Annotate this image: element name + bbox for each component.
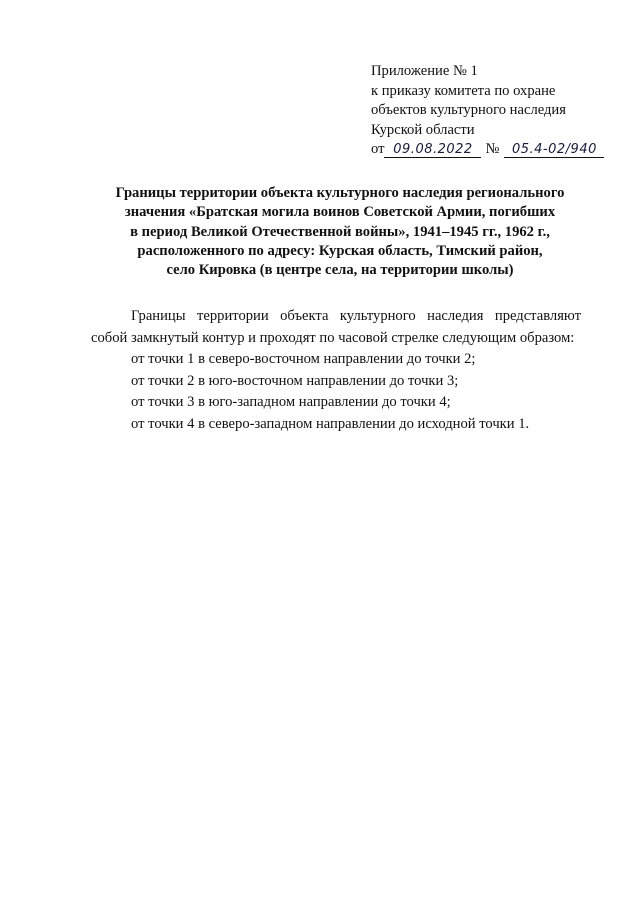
number-label: № [485, 141, 500, 157]
document-body [91, 306, 581, 435]
title-line: значения «Братская могила воинов Советской Армии, погибших [124, 204, 556, 221]
from-label: от [371, 141, 385, 157]
order-number: 05.4-02/940 [504, 143, 604, 158]
boundary-item: от точки 1 в северо-восточном направлении до точки 2; [131, 351, 476, 367]
appendix-region-line: Курской области [371, 121, 475, 138]
boundary-item: от точки 4 в северо-западном направлении до исходной точки 1. [131, 415, 530, 432]
appendix-header [371, 62, 621, 160]
title-line: расположенного по адресу: Курская область, Тимский район, [137, 242, 543, 259]
order-reference [371, 140, 621, 160]
appendix-committee-line: объектов культурного наследия [371, 102, 566, 118]
order-date: 09.08.2022 [384, 143, 481, 158]
title-line: село Кировка (в центре села, на территории школы) [166, 262, 514, 279]
boundary-item: от точки 2 в юго-восточном направлении до точки 3; [131, 372, 459, 389]
document-title [70, 184, 610, 280]
title-line: в период Великой Отечественной войны», 1941–1945 гг., 1962 г., [130, 223, 550, 240]
appendix-number: Приложение № 1 [371, 63, 478, 79]
intro-paragraph: Границы территории объекта культурного наследия представляют собой замкнутый контур и проходят по часовой стрелке следующим образом: [91, 308, 581, 346]
appendix-order-line: к приказу комитета по охране [371, 82, 556, 99]
title-line: Границы территории объекта культурного наследия регионального [115, 185, 565, 201]
boundary-item: от точки 3 в юго-западном направлении до точки 4; [131, 394, 451, 410]
